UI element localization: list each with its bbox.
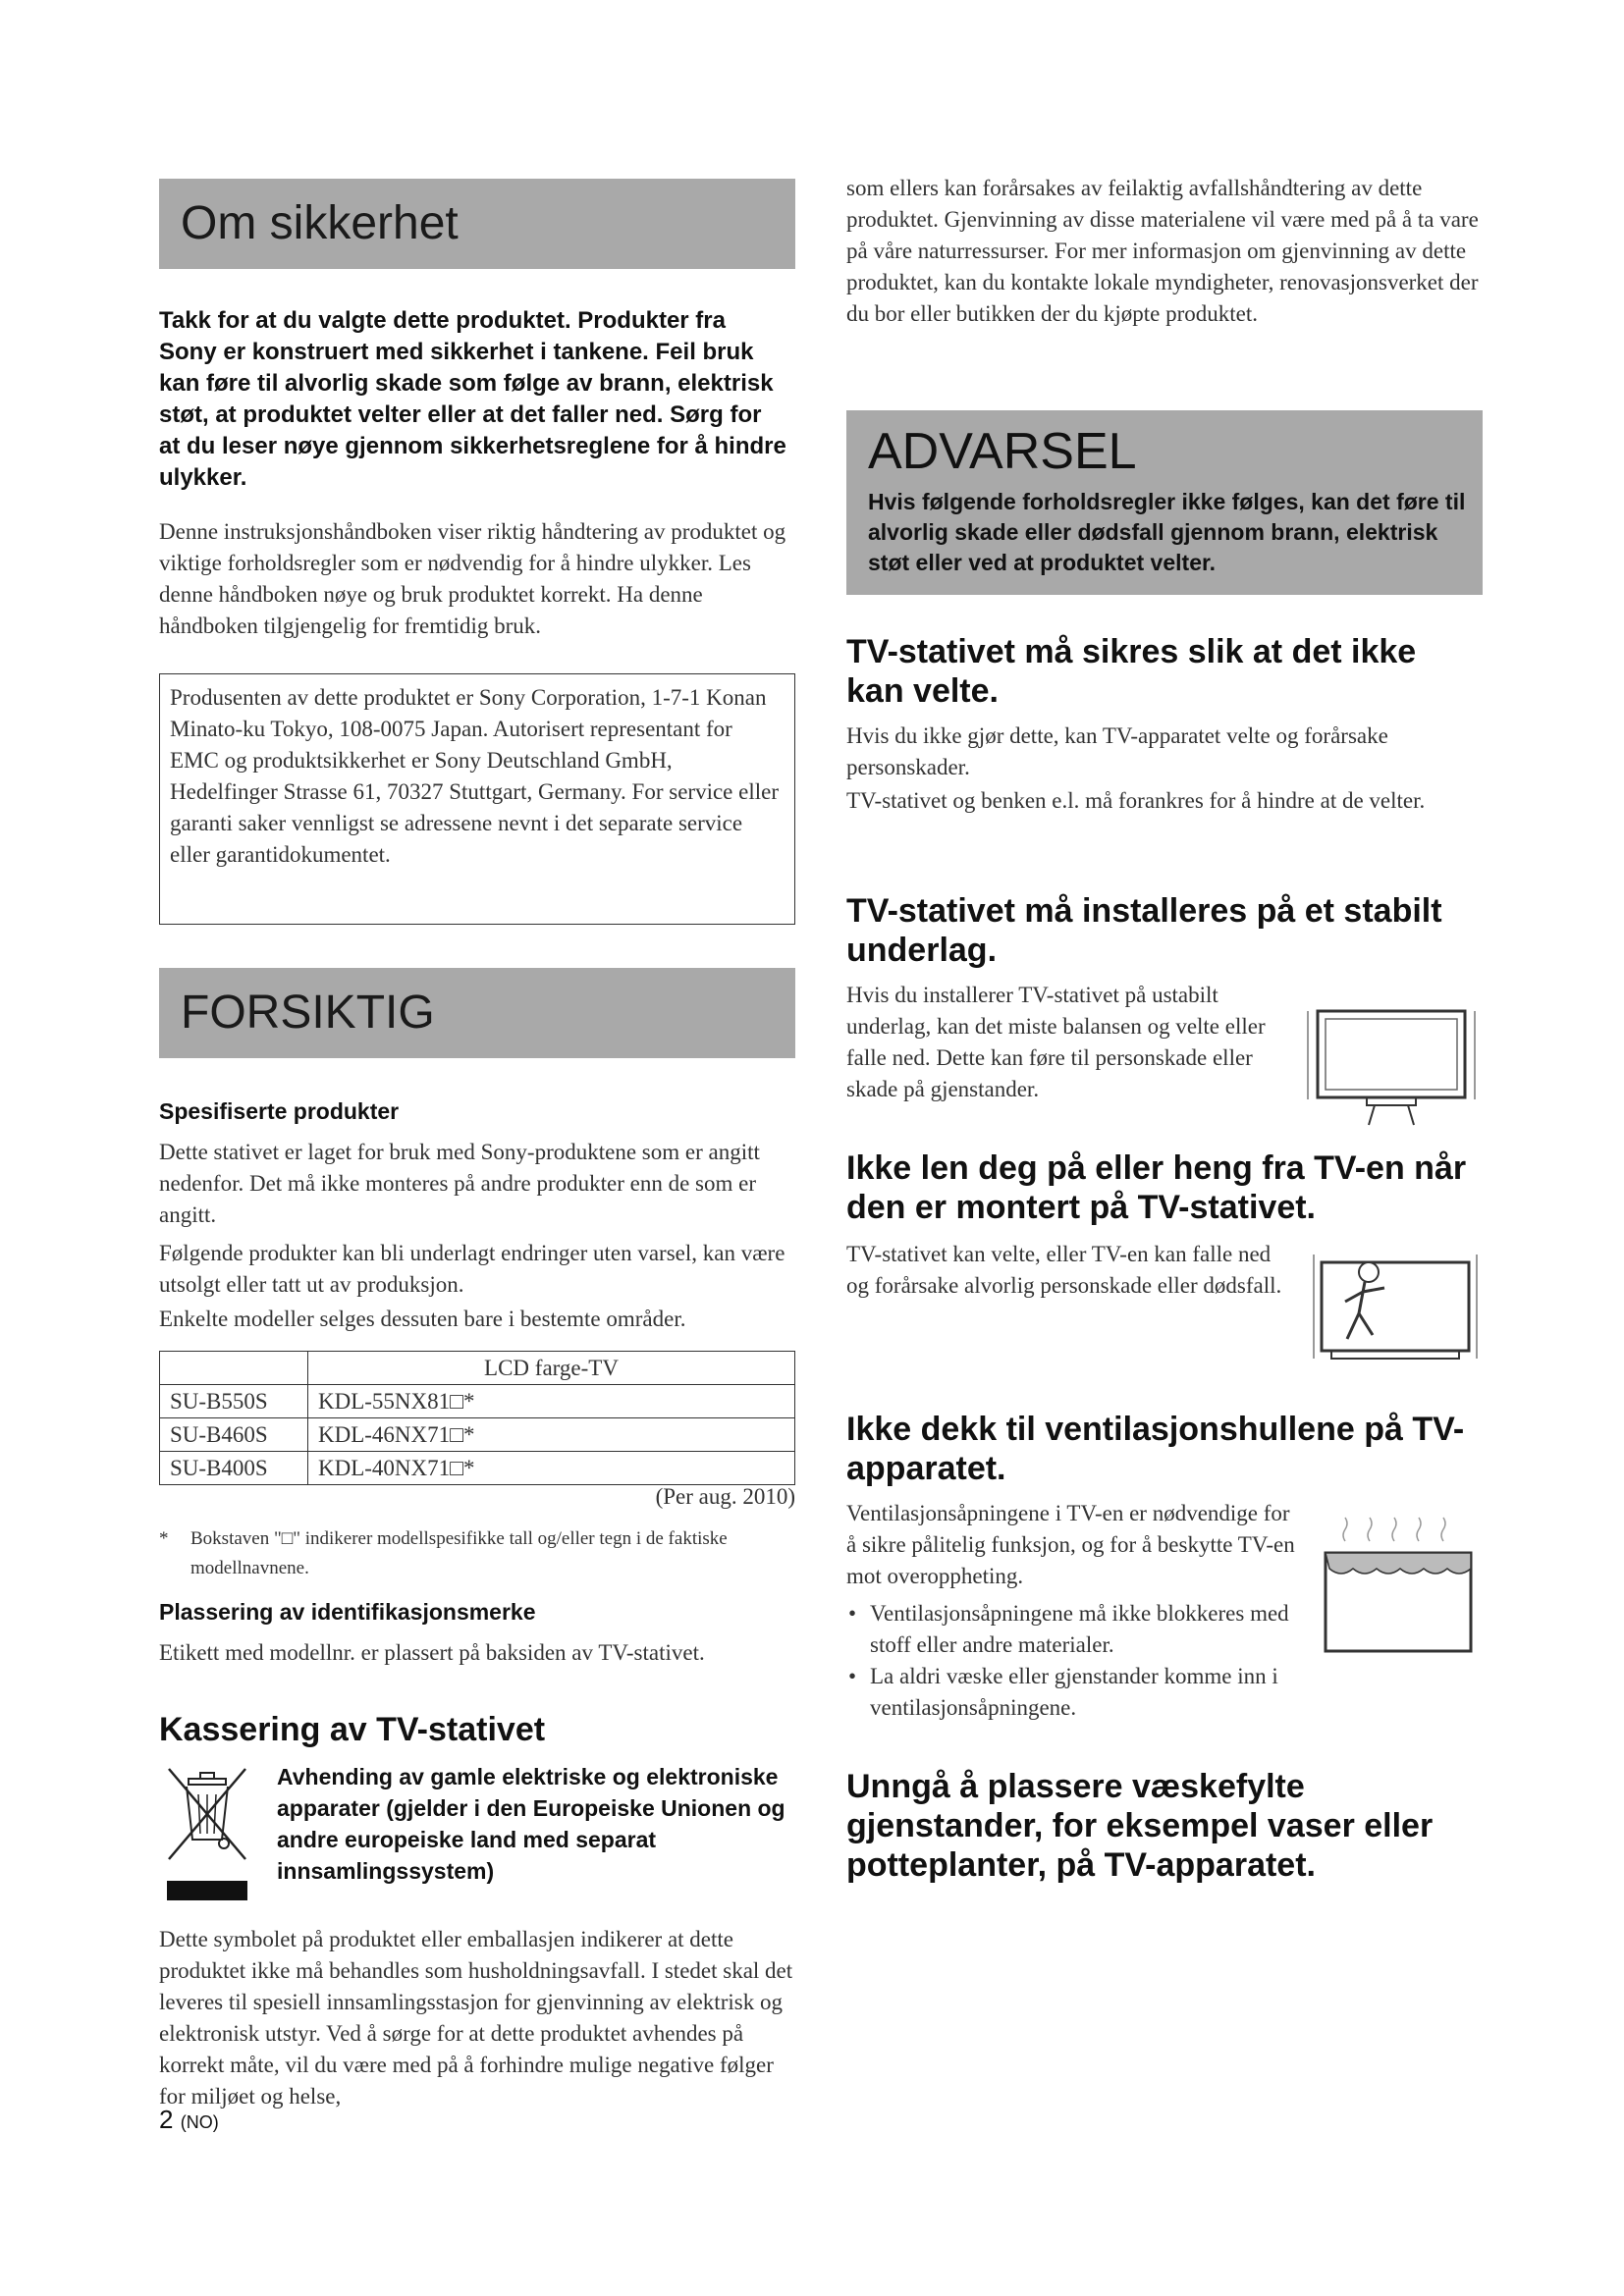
- s4-text: Ventilasjonsåpningene i TV-en er nødvendige for å sikre pålitelig funksjon, og for å beskytte TV-en mot overoppheting.: [846, 1501, 1295, 1588]
- s3-text: TV-stativet kan velte, eller TV-en kan falle ned og forårsake alvorlig personskade eller dødsfall.: [846, 1242, 1282, 1298]
- spec-paragraph-1: Dette stativet er laget for bruk med Sony-produktene som er angitt nedenfor. Det må ikke monteres på andre produkter enn de som er angitt.: [159, 1140, 760, 1227]
- manufacturer-text: Produsenten av dette produktet er Sony Corporation, 1-7-1 Konan Minato-ku Tokyo, 108-0075 Japan. Autorisert representant for EMC og produktsikkerhet er Sony Deutschland GmbH, Hedelfinger Strasse 61, 70327 Stuttgart, Germany. For service eller garanti saker vennligst se adressene nevnt i det separate service eller garantidokumentet.: [170, 685, 779, 867]
- advarsel-banner: [846, 410, 1483, 595]
- footnote: [159, 1524, 795, 1583]
- list-item: • La aldri væske eller gjenstander komme inn i ventilasjonsåpningene.: [846, 1661, 1298, 1724]
- s4-heading: Ikke dekk til ventilasjonshullene på TV-apparatet.: [846, 1411, 1465, 1487]
- spec-paragraph-3: Enkelte modeller selges dessuten bare i bestemte områder.: [159, 1307, 686, 1331]
- leaning-person-illustration: [1312, 1245, 1479, 1372]
- table-date: (Per aug. 2010): [655, 1484, 795, 1509]
- s1-paragraph-1: Hvis du ikke gjør dette, kan TV-apparatet velte og forårsake personskader.: [846, 723, 1388, 779]
- s3-heading: Ikke len deg på eller heng fra TV-en når den er montert på TV-stativet.: [846, 1149, 1467, 1226]
- disposal-lead: Avhending av gamle elektriske og elektroniske apparater (gjelder i den Europeiske Unionen og andre europeiske land med separat innsamlingssystem): [277, 1764, 785, 1884]
- disposal-continued: som ellers kan forårsakes av feilaktig avfallshåndtering av dette produktet. Gjenvinning av disse materialene vil være med på å ta vare på våre naturressurser. For mer informasjon om gjenvinning av dette produktet, kan du kontakte lokale myndigheter, renovasjonsverket der du bor eller butikken der du kjøpte produktet.: [846, 176, 1479, 326]
- unstable-tv-illustration: [1306, 982, 1483, 1129]
- spec-paragraph-2: Følgende produkter kan bli underlagt endringer uten varsel, kan være utsolgt eller tatt ut av produksjon.: [159, 1241, 785, 1297]
- footnote-star: *: [159, 1528, 169, 1549]
- product-table: [159, 1351, 795, 1485]
- s2-heading: TV-stativet må installeres på et stabilt underlag.: [846, 892, 1442, 969]
- forsiktig-title: FORSIKTIG: [181, 987, 435, 1039]
- footnote-text: Bokstaven "□" indikerer modellspesifikke tall og/eller tegn i de faktiske modellnavnene.: [190, 1528, 728, 1578]
- tv-model: KDL-40NX71□*: [308, 1452, 795, 1485]
- tv-model: KDL-46NX71□*: [308, 1418, 795, 1452]
- stand-model: SU-B550S: [160, 1385, 308, 1418]
- page-lang: (NO): [180, 2112, 219, 2132]
- table-row: [160, 1452, 795, 1485]
- om-sikkerhet-banner: [159, 179, 795, 269]
- manufacturer-box: [159, 673, 795, 925]
- s4-bullets: [846, 1598, 1298, 1724]
- stand-model: SU-B460S: [160, 1418, 308, 1452]
- id-heading: Plassering av identifikasjonsmerke: [159, 1599, 536, 1625]
- s1-paragraph-2: TV-stativet og benken e.l. må forankres for å hindre at de velter.: [846, 788, 1426, 813]
- tv-model: KDL-55NX81□*: [308, 1385, 795, 1418]
- covered-vents-illustration: [1316, 1508, 1483, 1655]
- table-header-lcd: LCD farge-TV: [308, 1352, 795, 1385]
- forsiktig-banner: [159, 968, 795, 1058]
- list-item: • Ventilasjonsåpningene må ikke blokkeres med stoff eller andre materialer.: [846, 1598, 1298, 1661]
- table-header-row: [160, 1352, 795, 1385]
- s5-heading: Unngå å plassere væskefylte gjenstander, for eksempel vaser eller potteplanter, på TV-apparatet.: [846, 1768, 1434, 1884]
- page-number: 2: [159, 2105, 174, 2134]
- s1-heading: TV-stativet må sikres slik at det ikke kan velte.: [846, 633, 1417, 710]
- id-text: Etikett med modellnr. er plassert på baksiden av TV-stativet.: [159, 1640, 705, 1665]
- table-row: [160, 1385, 795, 1418]
- s2-text: Hvis du installerer TV-stativet på ustabilt underlag, kan det miste balansen og velte eller falle ned. Dette kan føre til personskade eller skade på gjenstander.: [846, 983, 1266, 1101]
- advarsel-title: ADVARSEL: [868, 423, 1137, 480]
- disposal-text: Dette symbolet på produktet eller emballasjen indikerer at dette produktet ikke må behandles som husholdningsavfall. I stedet skal det leveres til spesiell innsamlingsstasjon for gjenvinning av elektrisk og elektronisk utstyr. Ved å sørge for at dette produktet avhendes på korrekt måte, vil du være med på å forhindre mulige negative følger for miljøet og helse,: [159, 1927, 793, 2109]
- advarsel-text: Hvis følgende forholdsregler ikke følges, kan det føre til alvorlig skade eller dødsfall gjennom brann, elektrisk støt eller ved at produktet velter.: [868, 489, 1466, 575]
- table-row: [160, 1418, 795, 1452]
- intro-lead: Takk for at du valgte dette produktet. Produkter fra Sony er konstruert med sikkerhet i tankene. Feil bruk kan føre til alvorlig skade som følge av brann, elektrisk støt, at produktet velter eller at det faller ned. Sørg for at du leser nøye gjennom sikkerhetsreglene for å hindre ulykker.: [159, 307, 786, 491]
- om-sikkerhet-title: Om sikkerhet: [181, 197, 459, 249]
- weee-bin-icon: [163, 1765, 251, 1902]
- disposal-heading: Kassering av TV-stativet: [159, 1711, 546, 1748]
- page-footer: [159, 2105, 219, 2135]
- stand-model: SU-B400S: [160, 1452, 308, 1485]
- spec-heading: Spesifiserte produkter: [159, 1098, 400, 1124]
- intro-paragraph: Denne instruksjonshåndboken viser riktig håndtering av produktet og viktige forholdsregler som er nødvendig for å hindre ulykker. Les denne håndboken nøye og bruk produktet korrekt. Ha denne håndboken tilgjengelig for fremtidig bruk.: [159, 519, 786, 638]
